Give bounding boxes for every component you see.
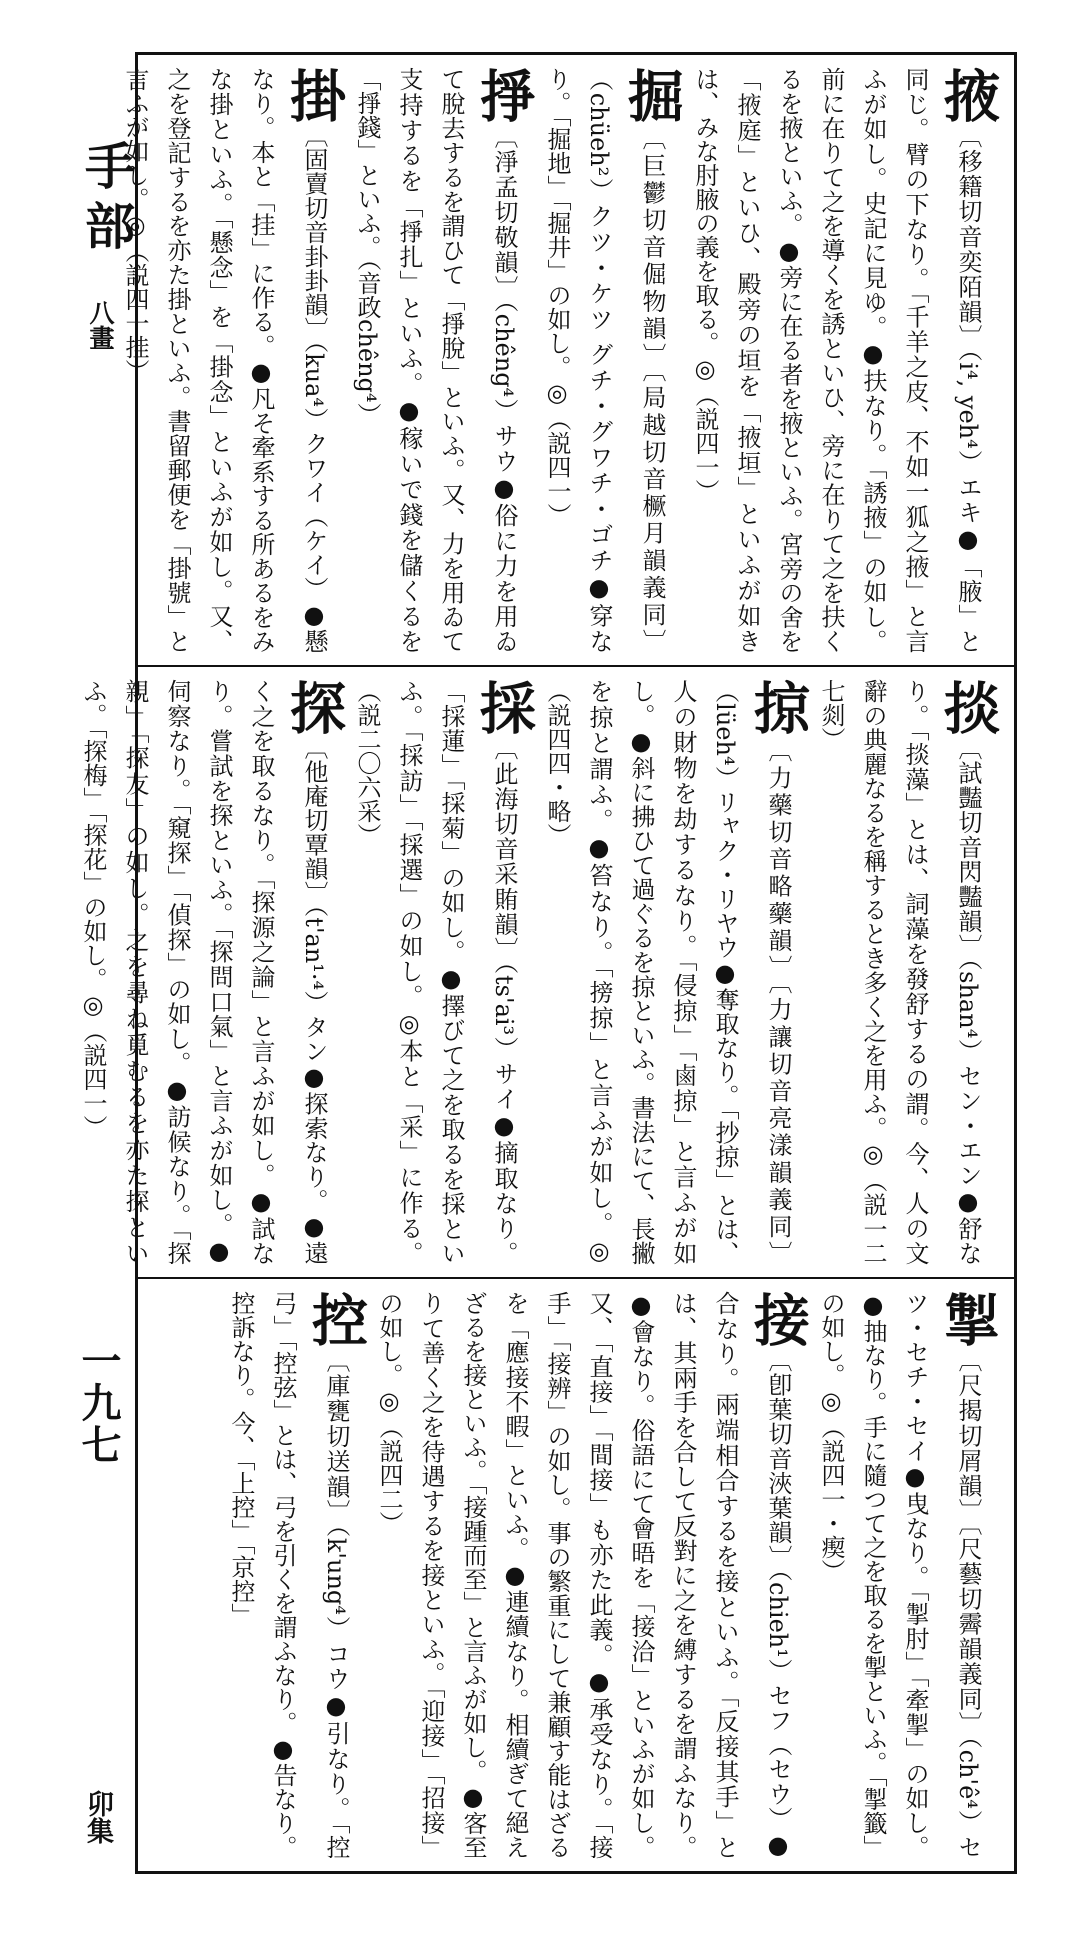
entry: [346, 679, 536, 1265]
entry: [114, 67, 346, 653]
page-number: 一九七: [75, 1340, 122, 1466]
entry-head: 接: [745, 1291, 811, 1347]
band-bottom: [138, 1279, 1014, 1871]
entry-gloss: 〔移籍切音奕陌韻〕（i⁴, yeh⁴）エキ●「腋」と同じ。臂の下なり。「千羊之皮、不如一狐之掖」と言ふが如し。史記に見ゆ。●扶なり。「誘掖」の如し。前に在りて之を導くを誘といひ、旁に在りて之を扶くるを掖といふ。●旁に在る者を掖といふ。宮旁の舍を「掖庭」といひ、殿旁の垣を「掖垣」といふが如きは、みな肘腋の義を取る。◎（説四一）: [691, 67, 982, 653]
entry-gloss: 〔庫甕切送韻〕（k'ung⁴）コウ●引なり。「控弓」「控弦」とは、弓を引くを謂ふなり。●告なり。控訴なり。今、「上控」「京控」: [227, 1291, 350, 1859]
entry-gloss: 〔巨鬱切音倔物韻〕〔局越切音橛月韻義同〕（chüeh²）クツ・ケツ グチ・グワチ・ゴチ●穿なり。「掘地」「掘井」の如し。◎（説四一）: [543, 67, 666, 653]
band-bottom-text: [152, 1291, 1000, 1859]
entry: [810, 679, 1000, 1265]
band-middle-text: [79, 679, 1001, 1265]
entry-head: 掙: [471, 67, 537, 123]
entry-head: 掘: [619, 67, 685, 123]
entry-head: 控: [303, 1291, 369, 1347]
entry-gloss: 〔固賣切音卦卦韻〕（kua⁴）クワイ（ケイ）●懸なり。本と「挂」に作る。●凡そ牽系する所あるをみな掛といふ。「懸念」を「掛念」といふが如し。又、之を登記するを亦た掛といふ。書留郵便を「掛號」と言ふが如し。◎（説四一挂）: [121, 67, 328, 653]
entry: [72, 679, 346, 1265]
entry: [536, 67, 684, 653]
entry-head: 掠: [745, 679, 811, 735]
entry-gloss: 〔卽葉切音浹葉韻〕（chieh¹）セフ（セウ）●合なり。兩端相合するを接といふ。「反接其手」とは、其兩手を合して反對に之を縛するを謂ふなり。●會なり。俗語にて會晤を「接洽」といふが如し。又、「直接」「間接」も亦た此義。●承受なり。「接手」「接辨」の如し。事の繁重にして兼顧す能はざるを「應接不暇」といふ。●連續なり。相續ぎて絕えざるを接といふ。「接踵而至」と言ふが如し。●客至りて善く之を待遇するを接といふ。「迎接」「招接」の如し。◎（説四二）: [375, 1291, 792, 1859]
entry-head: 掛: [281, 67, 347, 123]
entry-gloss: 〔他庵切覃韻〕（t'an¹·⁴）タン●探索なり。●遠く之を取るなり。「探源之論」と言ふが如し。●試なり。嘗試を探といふ。「探問口氣」と言ふが如し。●伺察なり。「窺探」「偵探」の如し。●訪候なり。「探親」「探友」の如し。之を尋ね覓むるを亦た探といふ。「探梅」「探花」の如し。◎（説四一）: [79, 679, 328, 1265]
entry-gloss: 〔試豔切音閃豔韻〕（shan⁴）セン・エン●舒なり。「掞藻」とは、詞藻を發舒するの謂。今、人の文辭の典麗なるを稱するとき多く之を用ふ。◎（説一二七剡）: [817, 679, 982, 1265]
entry: [810, 1291, 1000, 1859]
entry: [684, 67, 1000, 653]
entry-gloss: 〔尺揭切屑韻〕〔尺藝切霽韻義同〕（ch'ê⁴）セツ・セチ・セイ●曳なり。「掣肘」「牽掣」の如し。●抽なり。手に隨つて之を取るを掣といふ。「掣籤」の如し。◎（説四一・瘈）: [817, 1291, 982, 1859]
stroke-count: 八畫: [86, 300, 115, 350]
entry-gloss: 〔此海切音采賄韻〕（ts'ai³）サイ●摘取なり。「採蓮」「採菊」の如し。●擇びて之を取るを採といふ。「採訪」「採選」の如し。◎本と「采」に作る。（説二〇六采）: [353, 679, 518, 1265]
entry-head: 掖: [935, 67, 1001, 123]
entry: [536, 679, 810, 1265]
section-title: 手部: [77, 140, 136, 260]
entry-gloss: 〔淨孟切敬韻〕（chêng⁴）サウ●俗に力を用ゐて脫去するを謂ひて「掙脫」といふ。又、力を用ゐて支持するを「掙扎」といふ。●稼いで錢を儲くるを「掙錢」といふ。（音政chêng⁴）: [353, 67, 518, 654]
band-top-text: [121, 67, 1001, 654]
entry-head: 掞: [935, 679, 1001, 735]
entry: [368, 1291, 810, 1859]
entry-gloss: 〔力藥切音略藥韻〕〔力讓切音亮漾韻義同〕（lüeh⁴）リャク・リヤウ●奪取なり。「抄掠」とは、人の財物を劫するなり。「侵掠」「鹵掠」と言ふが如し。●斜に拂ひて過ぐるを掠といふ。書法にて、長撇を掠と謂ふ。●笞なり。「搒掠」と言ふが如し。◎（説四四・略）: [543, 679, 792, 1265]
entry: [220, 1291, 368, 1859]
entry: [346, 67, 536, 653]
entry-head: 探: [281, 679, 347, 735]
volume-label: 卯集: [82, 1790, 113, 1844]
band-top: [121, 55, 1014, 667]
band-middle: [79, 667, 1014, 1279]
entry-head: 掣: [935, 1291, 1001, 1347]
entry-head: 採: [471, 679, 537, 735]
